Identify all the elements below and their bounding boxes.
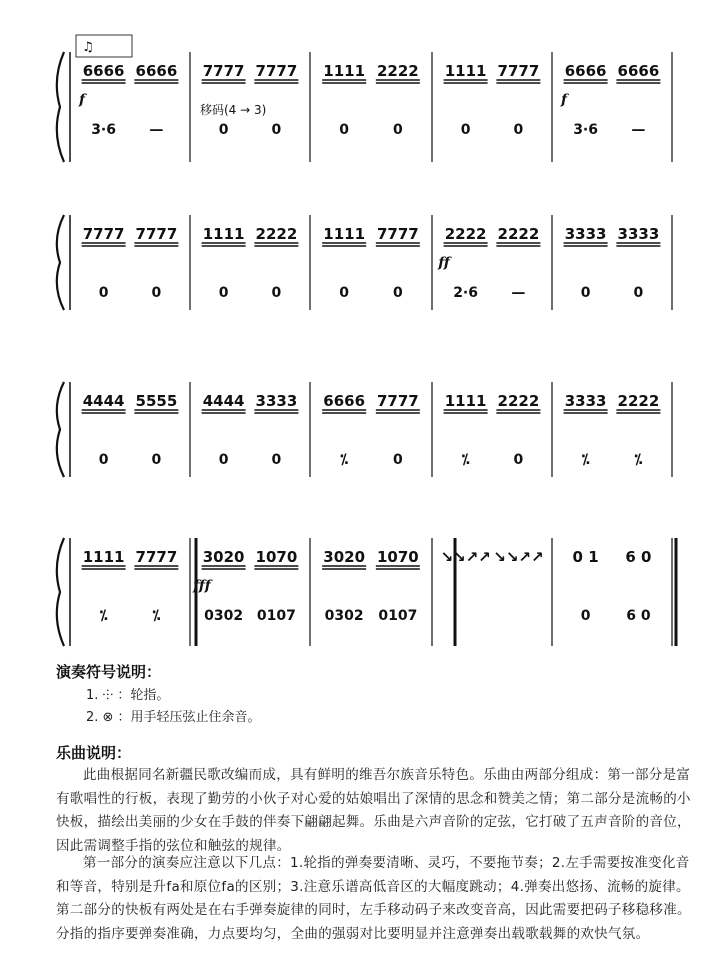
lower-note: 6 0 — [626, 608, 651, 624]
lower-note: 0 — [151, 452, 162, 468]
upper-note-group: 3333 — [617, 225, 660, 243]
upper-note-group: 2222 — [444, 225, 487, 243]
lower-note: 0 — [392, 452, 403, 468]
system-brace — [57, 538, 64, 646]
lower-note: 0 — [633, 285, 644, 301]
lower-note: 0 — [339, 122, 350, 138]
upper-note-group: 5555 — [135, 392, 178, 410]
lower-note: 0 — [151, 285, 162, 301]
lower-note: 0 — [218, 122, 229, 138]
lower-note: 0 — [460, 122, 471, 138]
lower-note: — — [631, 122, 646, 138]
upper-note-group: 1111 — [444, 62, 487, 80]
lower-note: ⁒ — [581, 452, 590, 468]
upper-note-group: 3333 — [564, 392, 607, 410]
upper-note-group: ↘↘↗↗ — [440, 548, 491, 566]
upper-note-group: 7777 — [82, 225, 125, 243]
dynamic-marking: f — [560, 92, 568, 108]
upper-note-group: 6666 — [323, 392, 366, 410]
lower-note: 2·6 — [453, 285, 479, 301]
lower-note: 0 — [513, 122, 524, 138]
lower-note: ⁒ — [152, 608, 161, 624]
lower-note: 0302 — [204, 608, 244, 624]
upper-note-group: 6666 — [135, 62, 178, 80]
upper-note-group: 1111 — [444, 392, 487, 410]
upper-note-group: 1111 — [323, 225, 366, 243]
system-brace — [57, 215, 64, 310]
upper-note-group: 1111 — [323, 62, 366, 80]
explanation-paragraph-1: 此曲根据同名新疆民歌改编而成，具有鲜明的维吾尔族音乐特色。乐曲由两部分组成：第一部分是富有歌唱性的行板，表现了勤劳的小伙子对心爱的姑娘唱出了深情的思念和赞美之情；第二部分是流畅的小快板，描绘出美丽的少女在手鼓的伴奏下翩翩起舞。乐曲是六声音阶的定弦，它打破了五声音阶的音位，因此需调整手指的弦位和触弦的规律。 — [56, 767, 691, 854]
lower-note: 0 — [392, 122, 403, 138]
upper-note-group: 7777 — [135, 548, 178, 566]
upper-note-group: ↘↘↗↗ — [493, 548, 544, 566]
lower-note: 0302 — [324, 608, 364, 624]
upper-note-group: 2222 — [255, 225, 298, 243]
lower-note: 0107 — [378, 608, 418, 624]
lower-note: — — [149, 122, 164, 138]
notation-symbol-glyph: ♫ — [82, 40, 94, 55]
lower-note: 0 — [271, 122, 282, 138]
lower-note: 3·6 — [91, 122, 117, 138]
lower-note: 0 — [580, 285, 591, 301]
lower-note: — — [511, 285, 526, 301]
upper-note-group: 0 1 — [572, 548, 599, 566]
lower-note: ⁒ — [340, 452, 349, 468]
lower-note: 0 — [339, 285, 350, 301]
upper-note-group: 7777 — [376, 392, 419, 410]
dynamic-marking: ff — [438, 255, 450, 271]
lower-note: 0 — [98, 285, 109, 301]
lower-note: 0 — [218, 285, 229, 301]
upper-note-group: 7777 — [135, 225, 178, 243]
upper-note-group: 1070 — [376, 548, 419, 566]
upper-note-group: 7777 — [202, 62, 245, 80]
upper-note-group: 3333 — [564, 225, 607, 243]
upper-note-group: 3020 — [202, 548, 245, 566]
upper-note-group: 2222 — [617, 392, 660, 410]
upper-note-group: 6666 — [564, 62, 607, 80]
upper-note-group: 7777 — [497, 62, 540, 80]
lower-note: 0 — [580, 608, 591, 624]
lower-note: 0107 — [256, 608, 296, 624]
explanation-paragraph-2: 第一部分的演奏应注意以下几点：1.轮指的弹奏要清晰、灵巧，不要拖节奏；2.左手需要按准变化音和等音，特别是升fa和原位fa的区别；3.注意乐谱高低音区的大幅度跳动；4.弹奏出悠扬、流畅的旋律。第二部分的快板有两处是在右手弹奏旋律的同时，左手移动码子来改变音高，因此需要把码子移稳移准。分指的指序要弹奏准确，力点要均匀，全曲的强弱对比要明显并注意弹奏出载歌载舞的欢快气氛。 — [56, 855, 691, 942]
lower-note: ⁒ — [461, 452, 470, 468]
capo-shift-annotation: 移码(4 → 3) — [200, 103, 267, 117]
lower-note: 0 — [98, 452, 109, 468]
lower-note: 0 — [218, 452, 229, 468]
legend-item-mute: 2. ⊗ ：用手轻压弦止住余音。 — [86, 710, 261, 725]
upper-note-group: 2222 — [497, 392, 540, 410]
upper-note-group: 3333 — [255, 392, 298, 410]
system-brace — [57, 52, 64, 162]
legend-item-tremolo: 1. ⸭ ：轮指。 — [86, 688, 170, 703]
lower-note: 3·6 — [573, 122, 599, 138]
upper-note-group: 2222 — [497, 225, 540, 243]
upper-note-group: 4444 — [202, 392, 245, 410]
lower-note: ⁒ — [99, 608, 108, 624]
upper-note-group: 6 0 — [625, 548, 652, 566]
upper-note-group: 7777 — [255, 62, 298, 80]
dynamic-marking: f — [78, 92, 86, 108]
upper-note-group: 1111 — [202, 225, 245, 243]
lower-note: 0 — [271, 452, 282, 468]
legend-title: 演奏符号说明： — [56, 663, 162, 681]
system-brace — [57, 382, 64, 477]
upper-note-group: 2222 — [376, 62, 419, 80]
lower-note: 0 — [271, 285, 282, 301]
upper-note-group: 1070 — [255, 548, 298, 566]
lower-note: ⁒ — [634, 452, 643, 468]
explanation-title: 乐曲说明： — [56, 744, 132, 762]
upper-note-group: 7777 — [376, 225, 419, 243]
upper-note-group: 3020 — [323, 548, 366, 566]
upper-note-group: 6666 — [617, 62, 660, 80]
upper-note-group: 4444 — [82, 392, 125, 410]
upper-note-group: 1111 — [82, 548, 125, 566]
lower-note: 0 — [513, 452, 524, 468]
lower-note: 0 — [392, 285, 403, 301]
dynamic-marking: fff — [193, 578, 211, 594]
upper-note-group: 6666 — [82, 62, 125, 80]
